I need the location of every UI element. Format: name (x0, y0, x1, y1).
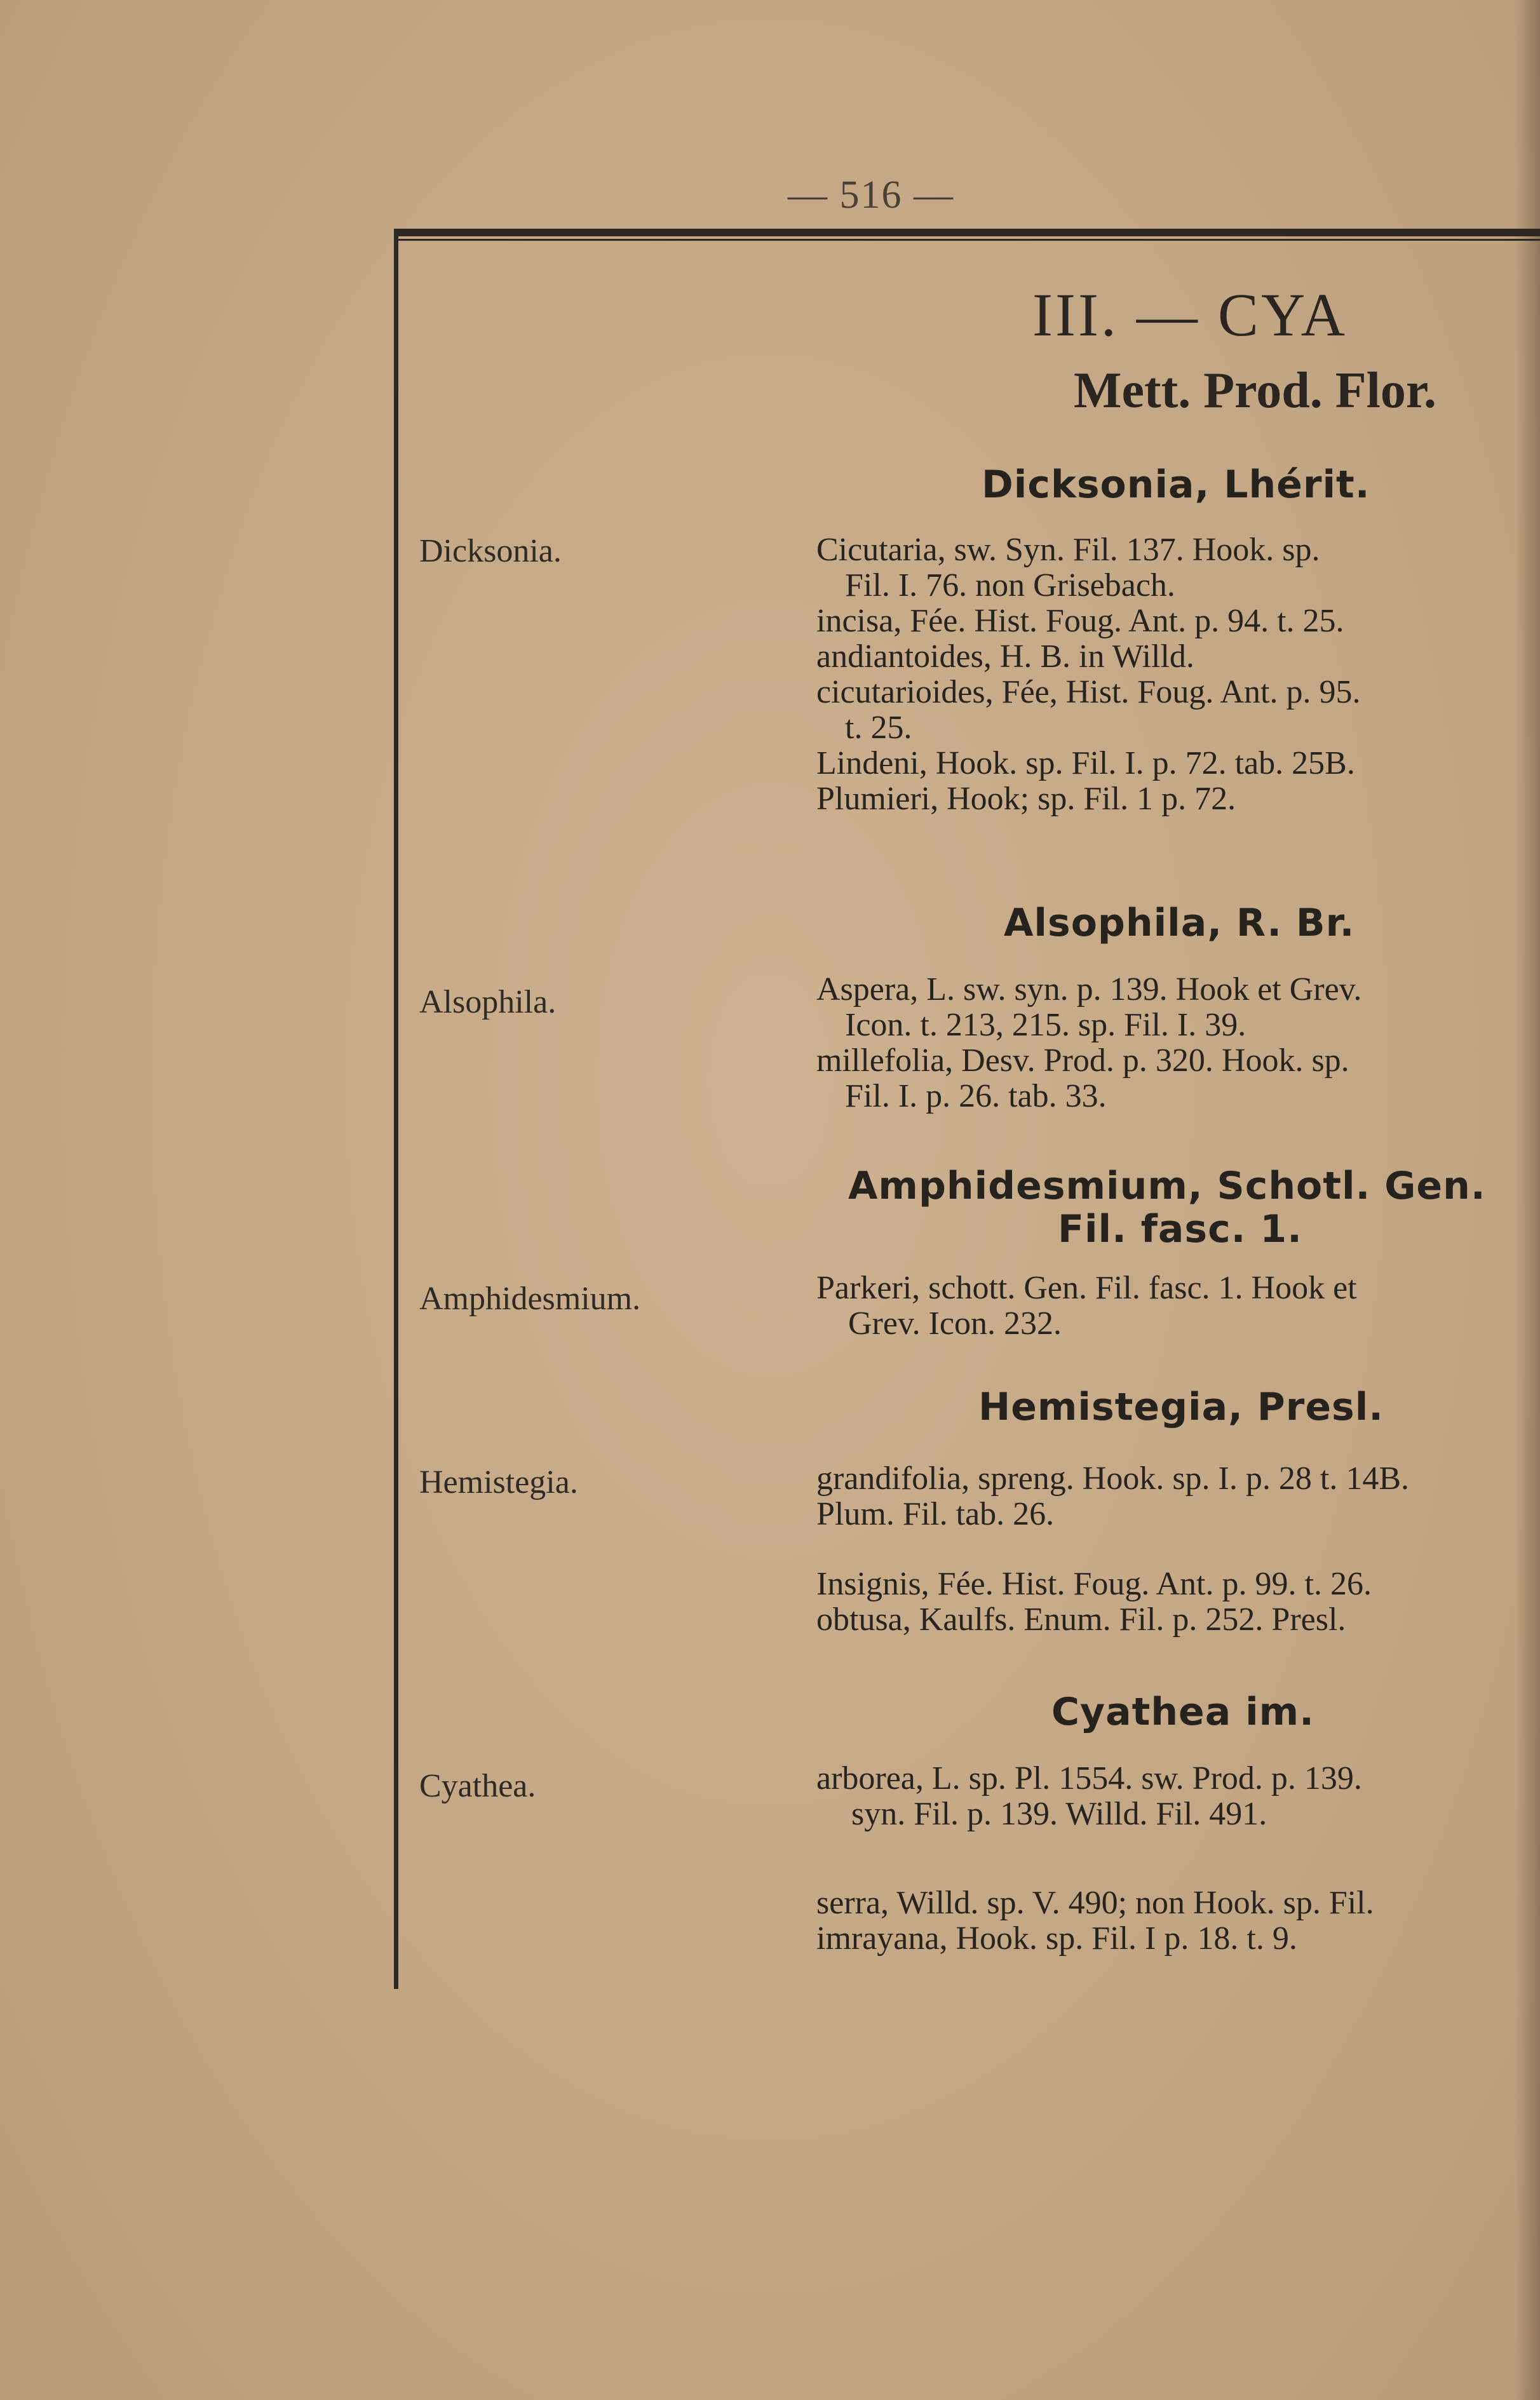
entry-line: syn. Fil. p. 139. Willd. Fil. 491. (851, 1796, 1267, 1832)
entry-list-dicksonia (816, 532, 1360, 817)
margin-label-dicksonia: Dicksonia. (419, 533, 562, 569)
entry-line: t. 25. (845, 710, 912, 746)
entry-list-hemistegia-b (816, 1567, 1372, 1638)
entry-list-hemistegia-a (816, 1461, 1409, 1532)
genus-heading-amphidesmium: Amphidesmium, Schotl. Gen. (848, 1164, 1486, 1208)
entry-line: incisa, Fée. Hist. Foug. Ant. p. 94. t. 25. (816, 603, 1344, 639)
top-rule (394, 229, 1540, 236)
entry-line: Plumieri, Hook; sp. Fil. 1 p. 72. (816, 781, 1236, 817)
section-subtitle: Mett. Prod. Flor. (1074, 363, 1436, 419)
entry-line: Parkeri, schott. Gen. Fil. fasc. 1. Hook et (816, 1270, 1357, 1306)
entry-line: andiantoides, H. B. in Willd. (816, 638, 1194, 675)
entry-line: imrayana, Hook. sp. Fil. I p. 18. t. 9. (816, 1920, 1297, 1957)
entry-line: Grev. Icon. 232. (848, 1305, 1062, 1342)
entry-line: millefolia, Desv. Prod. p. 320. Hook. sp. (816, 1042, 1349, 1079)
entry-line: Cicutaria, sw. Syn. Fil. 137. Hook. sp. (816, 532, 1320, 568)
top-rule-thin (394, 239, 1540, 241)
entry-line: Insignis, Fée. Hist. Foug. Ant. p. 99. t. 26. (816, 1566, 1372, 1602)
page-edge-shadow (1515, 0, 1540, 2400)
genus-heading-cyathea: Cyathea im. (1051, 1690, 1314, 1734)
genus-heading-dicksonia: Dicksonia, Lhérit. (982, 462, 1370, 507)
entry-line: Lindeni, Hook. sp. Fil. I. p. 72. tab. 25B. (816, 745, 1355, 781)
entry-line: Icon. t. 213, 215. sp. Fil. I. 39. (845, 1007, 1246, 1043)
page-number: — 516 — (788, 173, 954, 217)
entry-line: Aspera, L. sw. syn. p. 139. Hook et Grev. (816, 971, 1362, 1008)
entry-line: serra, Willd. sp. V. 490; non Hook. sp. Fil. (816, 1885, 1374, 1921)
margin-label-cyathea: Cyathea. (419, 1768, 536, 1804)
entry-list-cyathea-b (816, 1885, 1374, 1957)
genus-heading-amphidesmium-line2: Fil. fasc. 1. (1058, 1207, 1302, 1251)
left-rule (394, 233, 398, 1989)
entry-line: grandifolia, spreng. Hook. sp. I. p. 28 t. 14B. (816, 1460, 1410, 1497)
section-title: III. — CYA (1032, 281, 1348, 349)
entry-line: obtusa, Kaulfs. Enum. Fil. p. 252. Presl. (816, 1601, 1346, 1638)
margin-label-hemistegia: Hemistegia. (419, 1464, 578, 1500)
entry-line: arborea, L. sp. Pl. 1554. sw. Prod. p. 139. (816, 1760, 1362, 1797)
entry-line: cicutarioides, Fée, Hist. Foug. Ant. p. 95. (816, 674, 1361, 710)
entry-list-alsophila (816, 972, 1361, 1114)
entry-list-cyathea-a (816, 1761, 1362, 1832)
entry-line: Plum. Fil. tab. 26. (816, 1496, 1055, 1532)
genus-heading-hemistegia: Hemistegia, Presl. (978, 1385, 1384, 1429)
margin-label-amphidesmium: Amphidesmium. (419, 1281, 641, 1317)
entry-line: Fil. I. 76. non Grisebach. (845, 567, 1175, 603)
genus-heading-alsophila: Alsophila, R. Br. (1004, 901, 1355, 945)
entry-line: Fil. I. p. 26. tab. 33. (845, 1078, 1107, 1114)
entry-list-amphidesmium (816, 1271, 1357, 1342)
margin-label-alsophila: Alsophila. (419, 984, 557, 1020)
